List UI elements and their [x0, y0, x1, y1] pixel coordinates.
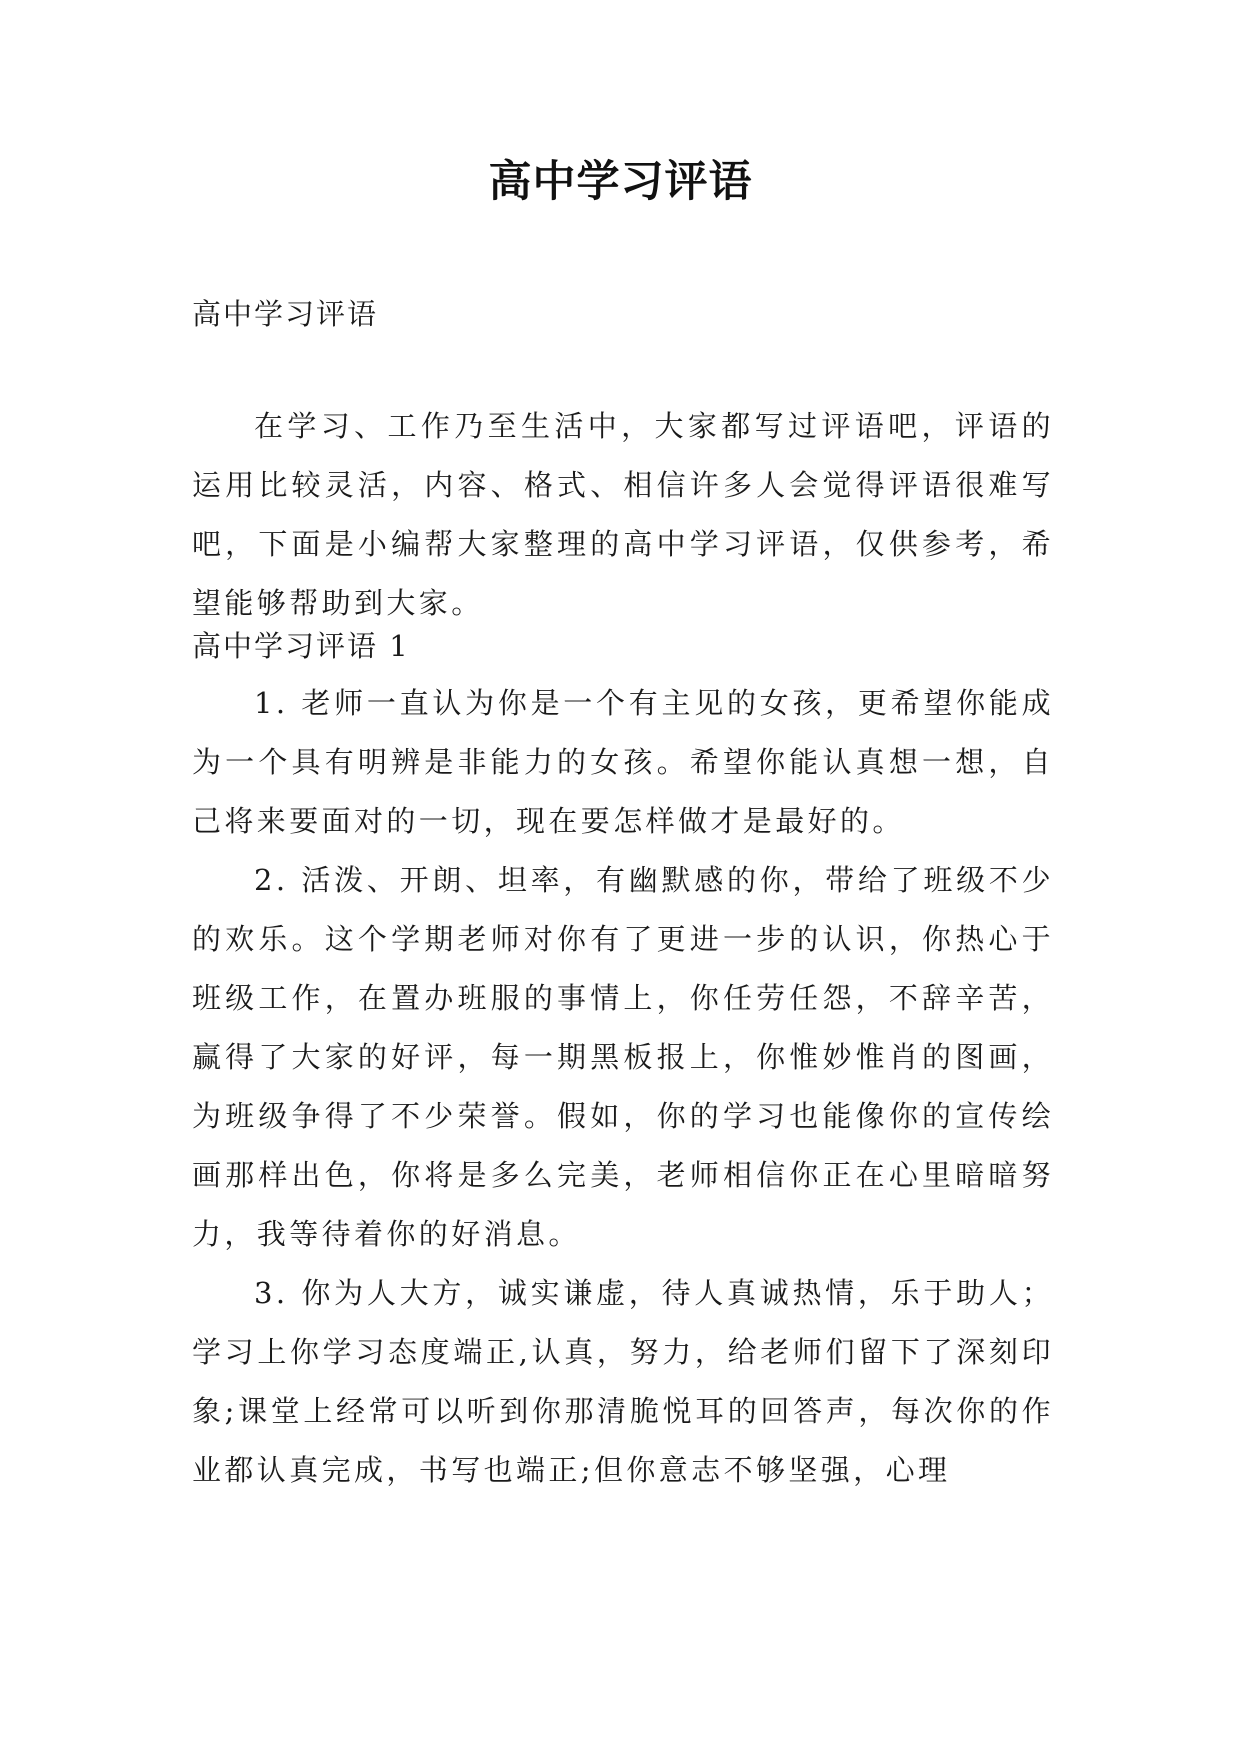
intro-paragraph: 在学习、工作乃至生活中，大家都写过评语吧，评语的运用比较灵活，内容、格式、相信许多人会觉得评语很难写吧，下面是小编帮大家整理的高中学习评语，仅供参考，希望能够帮助到大家。 [192, 409, 1054, 620]
document-subtitle: 高中学习评语 [192, 297, 379, 331]
section-heading: 高中学习评语 1 [192, 629, 410, 663]
comment-item-3: 3. 你为人大方，诚实谦虚，待人真诚热情，乐于助人；学习上你学习态度端正,认真，努力，给老师们留下了深刻印象;课堂上经常可以听到你那清脆悦耳的回答声，每次你的作业都认真完成，书写也端正;但你意志不够坚强，心理 [192, 1276, 1054, 1487]
document-title: 高中学习评语 [488, 157, 753, 207]
comment-item-2: 2. 活泼、开朗、坦率，有幽默感的你，带给了班级不少的欢乐。这个学期老师对你有了更进一步的认识，你热心于班级工作，在置办班服的事情上，你任劳任怨，不辞辛苦，赢得了大家的好评，每一期黑板报上，你惟妙惟肖的图画，为班级争得了不少荣誉。假如，你的学习也能像你的宣传绘画那样出色，你将是多么完美，老师相信你正在心里暗暗努力，我等待着你的好消息。 [192, 863, 1054, 1251]
comment-item-1: 1. 老师一直认为你是一个有主见的女孩，更希望你能成为一个具有明辨是非能力的女孩。希望你能认真想一想，自己将来要面对的一切，现在要怎样做才是最好的。 [192, 686, 1054, 838]
